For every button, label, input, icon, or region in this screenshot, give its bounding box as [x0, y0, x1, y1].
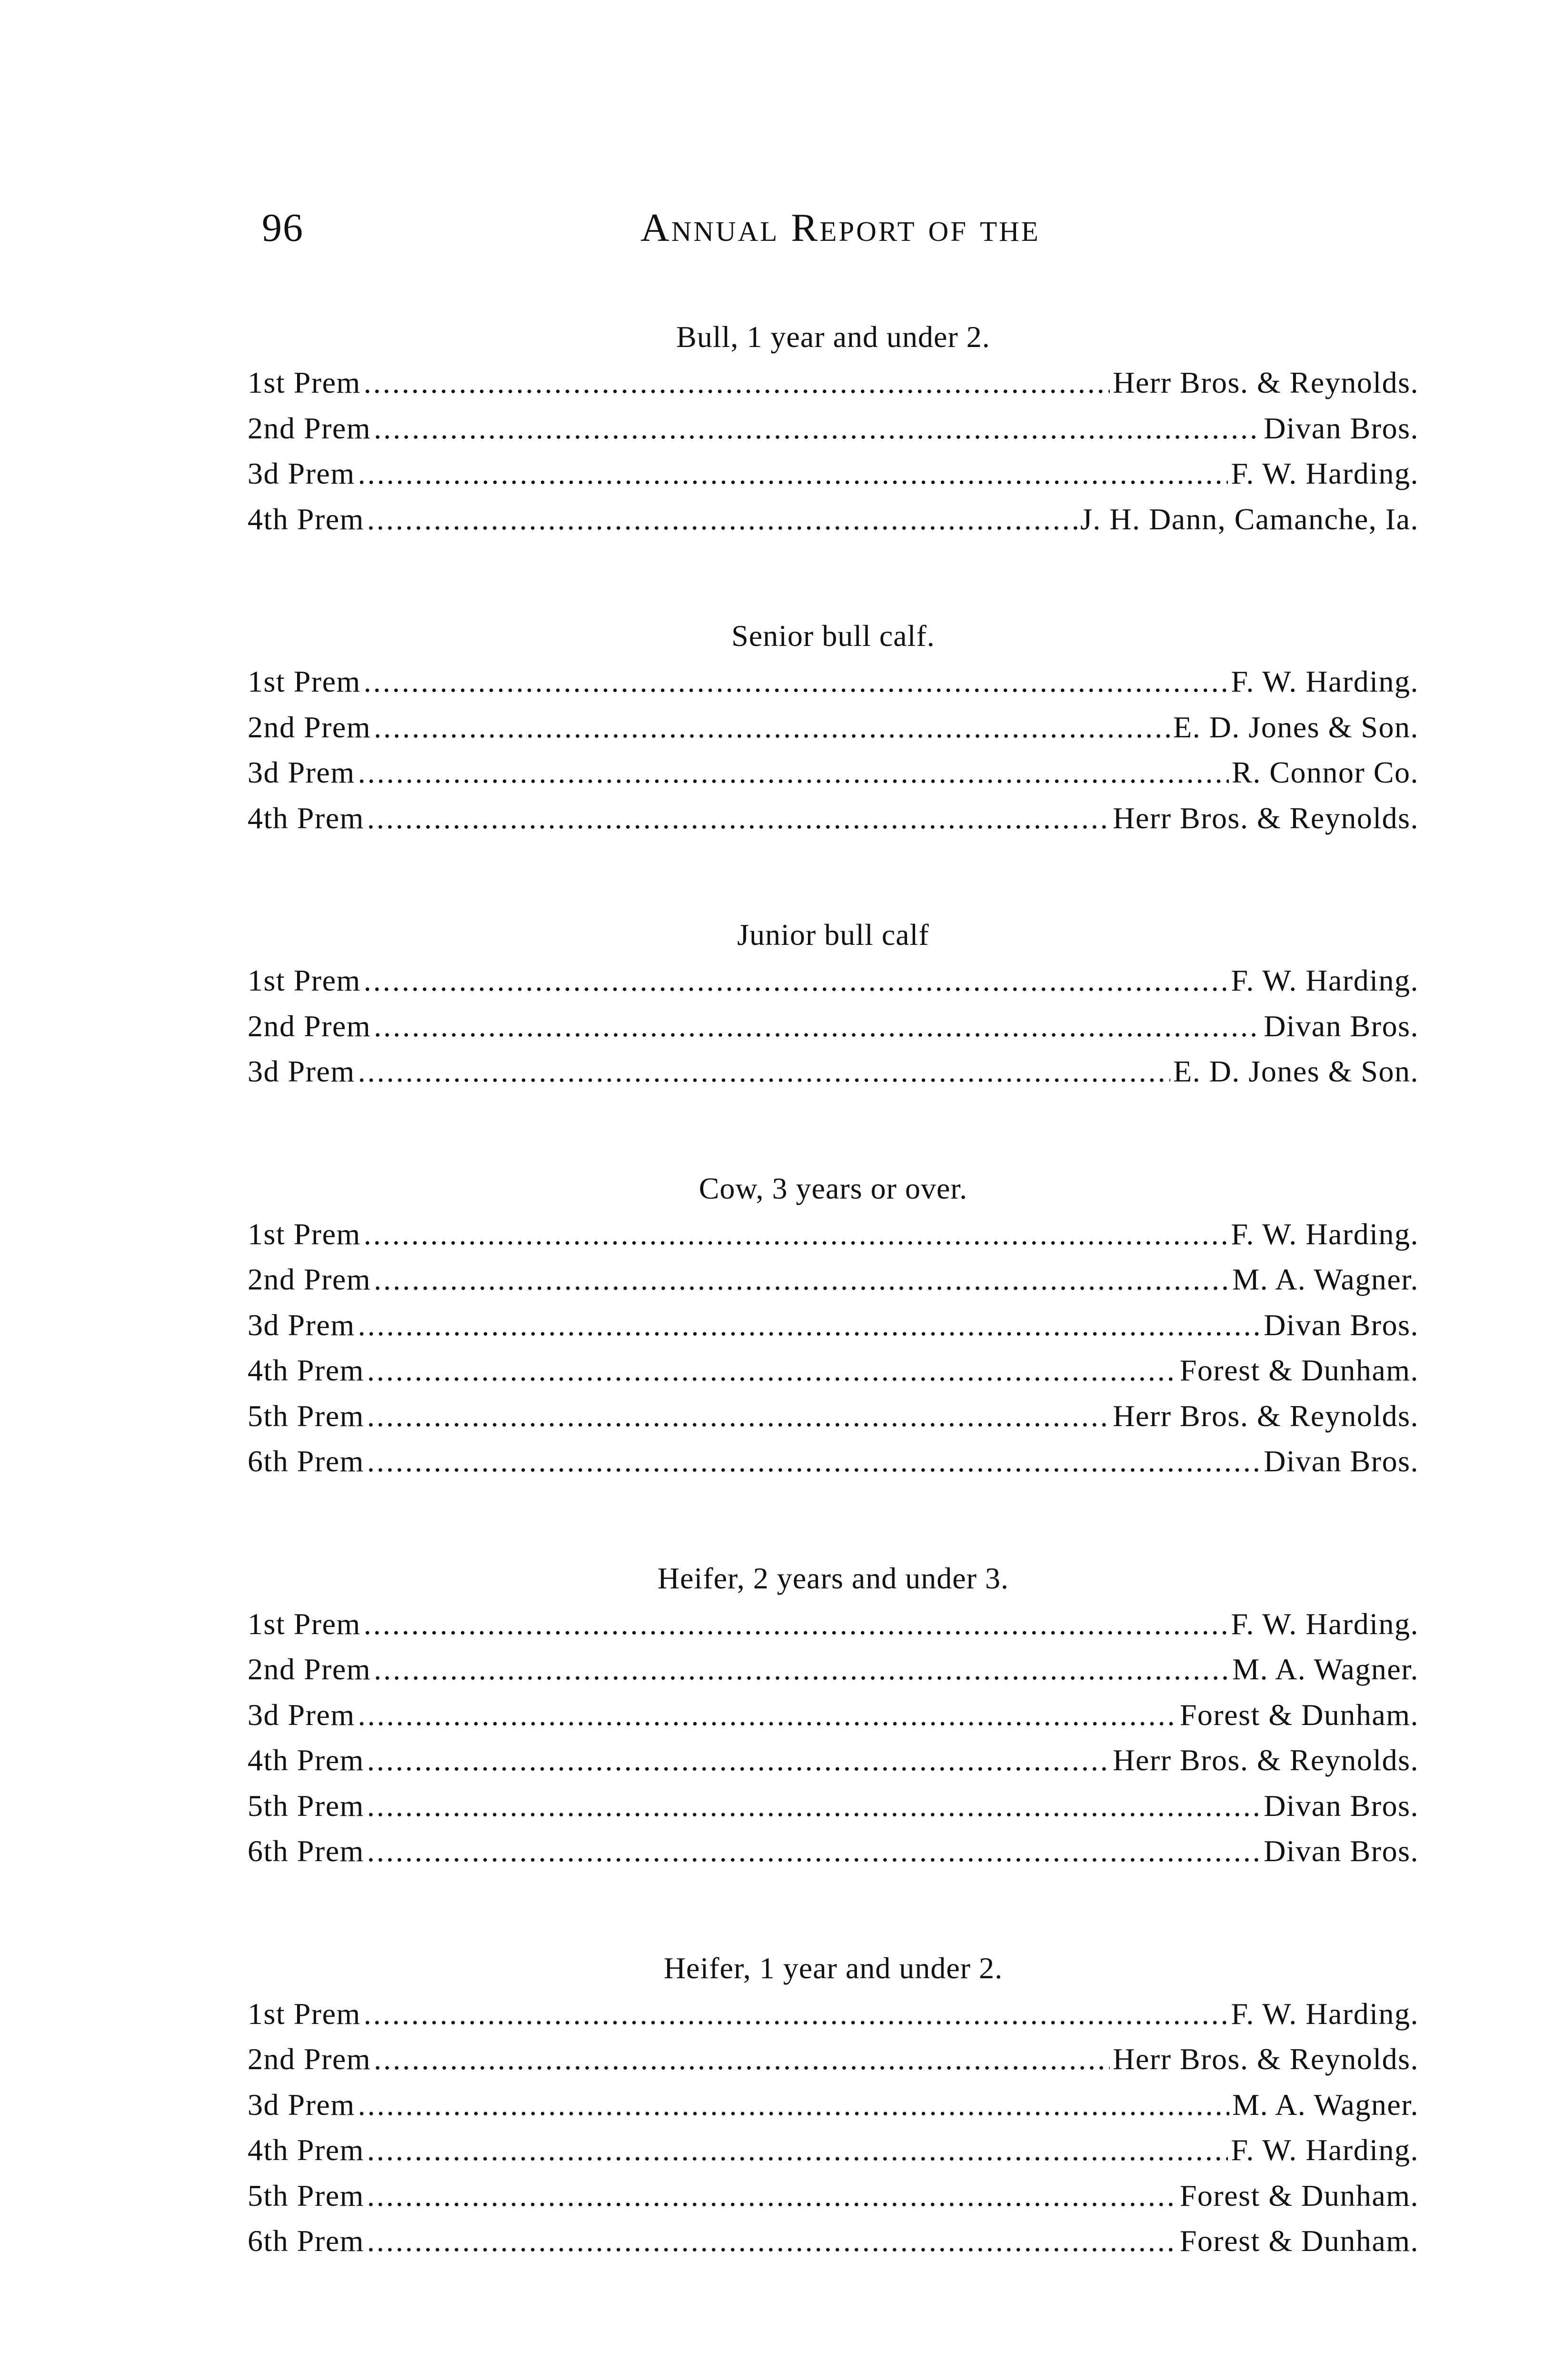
award-entry	[248, 1302, 1419, 1348]
exhibitor-name: F. W. Harding.	[1231, 456, 1419, 490]
award-section	[248, 1556, 1419, 1874]
dot-leader	[374, 1646, 1229, 1692]
exhibitor-name: Divan Bros.	[1264, 1444, 1419, 1478]
exhibitor-name: F. W. Harding.	[1231, 2133, 1419, 2167]
dot-leader	[367, 2127, 1228, 2173]
exhibitor-name: Forest & Dunham.	[1179, 1353, 1419, 1387]
exhibitor-name: F. W. Harding.	[1231, 1217, 1419, 1251]
premium-rank: 1st Prem	[248, 1217, 361, 1251]
premium-rank: 1st Prem	[248, 1996, 361, 2031]
award-entry	[248, 496, 1419, 542]
award-entry	[248, 704, 1419, 750]
premium-rank: 4th Prem	[248, 1353, 364, 1387]
dot-leader	[364, 659, 1228, 704]
exhibitor-name: M. A. Wagner.	[1232, 1262, 1419, 1296]
award-entry	[248, 1646, 1419, 1692]
dot-leader	[367, 1393, 1110, 1439]
dot-leader	[358, 750, 1229, 795]
award-entry	[248, 1601, 1419, 1647]
premium-rank: 2nd Prem	[248, 411, 371, 445]
premium-rank: 3d Prem	[248, 1054, 355, 1088]
premium-rank: 1st Prem	[248, 366, 361, 399]
dot-leader	[374, 2036, 1110, 2082]
dot-leader	[364, 1211, 1228, 1257]
premium-rank: 5th Prem	[248, 1398, 364, 1433]
award-entry	[248, 2036, 1419, 2082]
page-header	[262, 205, 1419, 262]
section-title: Heifer, 2 years and under 3.	[657, 1561, 1009, 1595]
award-section	[248, 314, 1419, 542]
section-title: Heifer, 1 year and under 2.	[663, 1951, 1003, 1985]
dot-leader	[358, 2082, 1230, 2128]
dot-leader	[367, 1737, 1110, 1783]
dot-leader	[367, 2173, 1177, 2219]
exhibitor-name: Herr Bros. & Reynolds.	[1113, 2042, 1419, 2076]
award-entry	[248, 1348, 1419, 1393]
award-entry	[248, 1049, 1419, 1094]
dot-leader	[374, 406, 1261, 451]
exhibitor-name: F. W. Harding.	[1231, 664, 1419, 698]
premium-rank: 1st Prem	[248, 1606, 361, 1641]
award-entry	[248, 659, 1419, 704]
award-entry	[248, 1438, 1419, 1484]
dot-leader	[364, 1991, 1228, 2037]
award-section	[248, 912, 1419, 1094]
award-entry	[248, 1737, 1419, 1783]
award-entry	[248, 958, 1419, 1003]
award-entry	[248, 1003, 1419, 1049]
dot-leader	[374, 1003, 1261, 1049]
dot-leader	[367, 2218, 1177, 2264]
section-title: Junior bull calf	[737, 918, 929, 952]
award-entry	[248, 2218, 1419, 2264]
premium-rank: 3d Prem	[248, 755, 355, 789]
premium-rank: 6th Prem	[248, 1834, 364, 1868]
premium-rank: 3d Prem	[248, 2087, 355, 2122]
dot-leader	[367, 1828, 1261, 1874]
exhibitor-name: J. H. Dann, Camanche, Ia.	[1080, 502, 1419, 536]
exhibitor-name: Divan Bros.	[1264, 411, 1419, 445]
dot-leader	[364, 958, 1228, 1003]
exhibitor-name: E. D. Jones & Son.	[1173, 1054, 1419, 1088]
award-entry	[248, 2173, 1419, 2219]
exhibitor-name: Forest & Dunham.	[1179, 2178, 1419, 2212]
exhibitor-name: M. A. Wagner.	[1232, 2087, 1419, 2122]
dot-leader	[364, 1601, 1228, 1647]
dot-leader	[358, 1049, 1171, 1094]
section-title: Cow, 3 years or over.	[698, 1171, 968, 1205]
award-entry	[248, 1257, 1419, 1302]
exhibitor-name: Forest & Dunham.	[1179, 2224, 1419, 2258]
exhibitor-name: F. W. Harding.	[1231, 963, 1419, 997]
award-entry	[248, 1783, 1419, 1829]
premium-rank: 6th Prem	[248, 2224, 364, 2258]
exhibitor-name: Divan Bros.	[1264, 1009, 1419, 1043]
dot-leader	[367, 795, 1110, 841]
exhibitor-name: R. Connor Co.	[1232, 755, 1419, 789]
premium-rank: 2nd Prem	[248, 2042, 371, 2076]
dot-leader	[358, 451, 1228, 496]
award-section	[248, 1166, 1419, 1484]
premium-rank: 3d Prem	[248, 456, 355, 490]
dot-leader	[358, 1302, 1261, 1348]
award-section	[248, 613, 1419, 841]
section-title: Senior bull calf.	[731, 619, 935, 653]
dot-leader	[367, 496, 1077, 542]
premium-rank: 2nd Prem	[248, 1009, 371, 1043]
premium-rank: 3d Prem	[248, 1308, 355, 1342]
award-entry	[248, 1991, 1419, 2037]
premium-rank: 5th Prem	[248, 1788, 364, 1823]
exhibitor-name: Herr Bros. & Reynolds.	[1113, 1398, 1419, 1433]
premium-rank: 2nd Prem	[248, 1652, 371, 1686]
award-entry	[248, 2127, 1419, 2173]
premium-rank: 4th Prem	[248, 502, 364, 536]
dot-leader	[367, 1438, 1261, 1484]
running-head: Annual Report of the	[640, 206, 1040, 250]
exhibitor-name: M. A. Wagner.	[1232, 1652, 1419, 1686]
premium-rank: 6th Prem	[248, 1444, 364, 1478]
award-entry	[248, 2082, 1419, 2128]
exhibitor-name: Herr Bros. & Reynolds.	[1113, 801, 1419, 835]
dot-leader	[367, 1783, 1261, 1829]
dot-leader	[374, 1257, 1229, 1302]
premium-rank: 2nd Prem	[248, 1262, 371, 1296]
premium-rank: 4th Prem	[248, 801, 364, 835]
award-entry	[248, 1211, 1419, 1257]
premium-rank: 3d Prem	[248, 1697, 355, 1732]
exhibitor-name: F. W. Harding.	[1231, 1996, 1419, 2031]
premium-rank: 2nd Prem	[248, 710, 371, 744]
exhibitor-name: Divan Bros.	[1264, 1788, 1419, 1823]
award-entry	[248, 1393, 1419, 1439]
exhibitor-name: Divan Bros.	[1264, 1308, 1419, 1342]
award-entry	[248, 750, 1419, 795]
award-section	[248, 1945, 1419, 2264]
award-entry	[248, 451, 1419, 496]
page-number: 96	[262, 206, 304, 250]
premium-rank: 4th Prem	[248, 2133, 364, 2167]
exhibitor-name: Herr Bros. & Reynolds.	[1113, 366, 1419, 399]
award-entry	[248, 795, 1419, 841]
award-entry	[248, 360, 1419, 406]
dot-leader	[367, 1348, 1177, 1393]
exhibitor-name: Herr Bros. & Reynolds.	[1113, 1743, 1419, 1777]
dot-leader	[358, 1692, 1177, 1738]
award-entry	[248, 406, 1419, 451]
exhibitor-name: Forest & Dunham.	[1179, 1697, 1419, 1732]
award-entry	[248, 1692, 1419, 1738]
premium-rank: 1st Prem	[248, 664, 361, 698]
section-title: Bull, 1 year and under 2.	[676, 320, 990, 354]
dot-leader	[364, 360, 1110, 406]
award-entry	[248, 1828, 1419, 1874]
premium-list	[248, 314, 1419, 2335]
exhibitor-name: Divan Bros.	[1264, 1834, 1419, 1868]
premium-rank: 4th Prem	[248, 1743, 364, 1777]
dot-leader	[374, 704, 1170, 750]
premium-rank: 5th Prem	[248, 2178, 364, 2212]
exhibitor-name: F. W. Harding.	[1231, 1606, 1419, 1641]
exhibitor-name: E. D. Jones & Son.	[1173, 710, 1419, 744]
premium-rank: 1st Prem	[248, 963, 361, 997]
